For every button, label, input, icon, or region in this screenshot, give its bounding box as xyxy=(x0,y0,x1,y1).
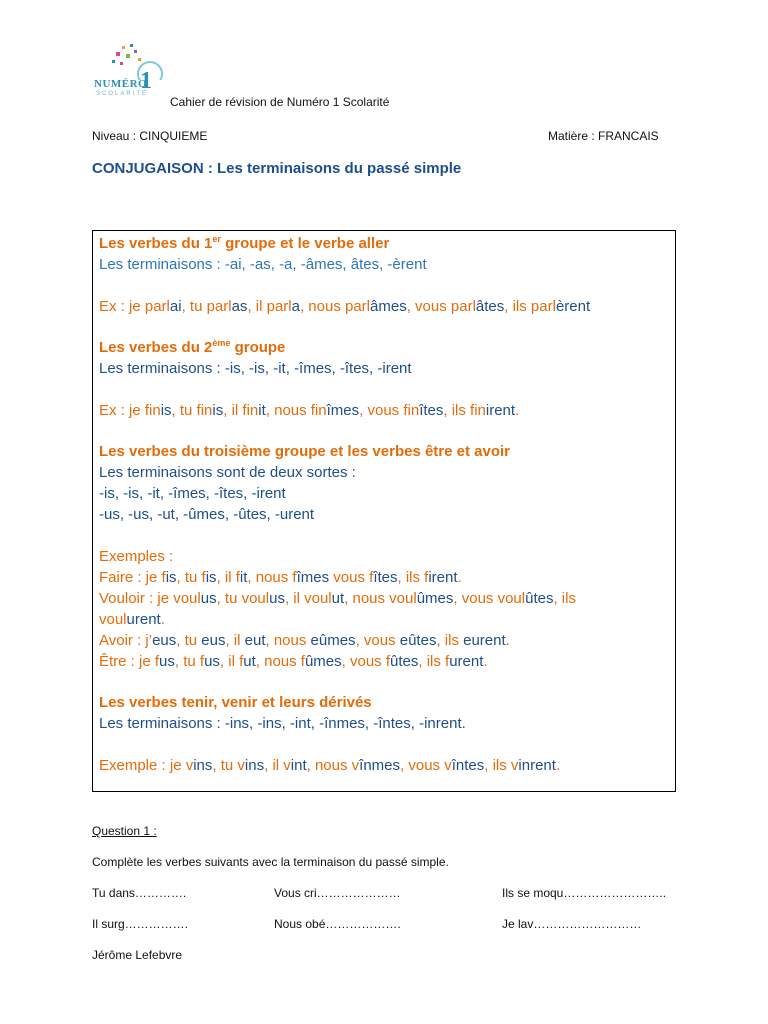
verb-ending: it xyxy=(239,568,248,586)
verb-ending: eus xyxy=(201,631,226,649)
verb-ending: ûmes xyxy=(416,589,454,607)
group3-endings-a: -is, -is, -it, -îmes, -îtes, -irent xyxy=(99,485,286,502)
verb-stem: . xyxy=(457,568,462,586)
verb-stem: Ex : je fin xyxy=(99,401,161,419)
group3-endings-b: -us, -us, -ut, -ûmes, -ûtes, -urent xyxy=(99,506,315,523)
question-instruction: Complète les verbes suivants avec la terminaison du passé simple. xyxy=(92,855,449,869)
verb-ending: ins xyxy=(193,756,213,774)
verb-stem: , nous v xyxy=(306,756,360,774)
group1-heading-sup: er xyxy=(212,234,221,244)
verb-ending: ai xyxy=(169,297,182,315)
verb-ending: is xyxy=(160,401,172,419)
verb-stem: , il f xyxy=(216,568,240,586)
verb-stem: , tu voul xyxy=(216,589,270,607)
verb-stem: , tu fin xyxy=(171,401,213,419)
verb-ending: ut xyxy=(331,589,345,607)
verb-stem: , nous f xyxy=(255,652,305,670)
verb-ending: eûmes xyxy=(310,631,356,649)
lesson-box xyxy=(92,230,676,792)
verb-ending: urent xyxy=(126,610,161,628)
verb-stem: , vous xyxy=(355,631,400,649)
verb-stem: , vous fin xyxy=(359,401,420,419)
verb-stem: . xyxy=(160,610,165,628)
group1-heading xyxy=(99,233,669,254)
verb-stem: Vouloir : je voul xyxy=(99,589,201,607)
verb-stem: , ils fin xyxy=(443,401,486,419)
example-vouloir xyxy=(99,588,669,609)
verb-ending: us xyxy=(159,652,175,670)
verb-ending: eut xyxy=(244,631,266,649)
verb-ending: îmes xyxy=(326,401,360,419)
verb-ending: inrent xyxy=(518,756,556,774)
logo-number: 1 xyxy=(140,68,152,94)
group2-heading xyxy=(99,337,669,358)
verb-ending: îtes xyxy=(373,568,398,586)
group3-heading: Les verbes du troisième groupe et les verbes être et avoir xyxy=(99,443,511,460)
verb-stem: . xyxy=(515,401,520,419)
verb-stem: voul xyxy=(99,610,127,628)
verb-stem: , ils f xyxy=(418,652,450,670)
verb-ending: irent xyxy=(428,568,458,586)
logo xyxy=(90,40,170,106)
group2-heading-pre: Les verbes du 2 xyxy=(99,339,213,356)
verb-stem: . xyxy=(555,756,561,774)
verb-ending: is xyxy=(165,568,177,586)
verb-ending: âmes xyxy=(370,297,407,315)
verb-stem: , vous voul xyxy=(453,589,526,607)
group2-example xyxy=(99,400,669,421)
verb-stem: , il fin xyxy=(223,401,259,419)
verb-stem: Exemple : je v xyxy=(99,756,194,774)
verb-ending: is xyxy=(212,401,224,419)
verb-stem: , nous f xyxy=(247,568,297,586)
verb-ending: eûtes xyxy=(399,631,437,649)
verb-stem: , il parl xyxy=(247,297,292,315)
subject-label: Matière : FRANCAIS xyxy=(548,129,659,143)
example-etre xyxy=(99,651,669,672)
group4-example xyxy=(99,755,669,776)
verb-stem: , il f xyxy=(219,652,244,670)
verb-stem: , ils f xyxy=(397,568,429,586)
level-label: Niveau : CINQUIEME xyxy=(92,129,208,143)
verb-stem: , ils v xyxy=(484,756,519,774)
group1-example xyxy=(99,296,669,317)
verb-ending: us xyxy=(204,652,220,670)
verb-stem: . xyxy=(483,652,488,670)
group2-heading-sup: ème xyxy=(212,338,231,348)
logo-subtext: SCOLARITÉ xyxy=(96,91,149,97)
verb-ending: ûmes xyxy=(304,652,342,670)
verb-stem: , nous voul xyxy=(344,589,417,607)
group2-endings: Les terminaisons : -is, -is, -it, -îmes, -îtes, -irent xyxy=(99,360,412,377)
group1-heading-post: groupe et le verbe aller xyxy=(220,235,390,252)
verb-ending: int xyxy=(290,756,307,774)
verb-ending: îtes xyxy=(419,401,444,419)
verb-stem: , vous v xyxy=(400,756,452,774)
verb-ending: a xyxy=(291,297,300,315)
verb-stem: , ils xyxy=(553,589,576,607)
verb-ending: îmes xyxy=(296,568,330,586)
verb-stem: , tu f xyxy=(174,652,205,670)
verb-ending: întes xyxy=(451,756,485,774)
group4-endings: Les terminaisons : -ins, -ins, -int, -înmes, -întes, -inrent. xyxy=(99,715,466,732)
verb-ending: ins xyxy=(244,756,265,774)
verb-stem: , ils parl xyxy=(504,297,556,315)
page-title: CONJUGAISON : Les terminaisons du passé simple xyxy=(92,160,462,177)
verb-ending: âtes xyxy=(475,297,505,315)
verb-stem: . xyxy=(505,631,510,649)
verb-stem: Ex : je parl xyxy=(99,297,170,315)
exercise-item[interactable]: Il surg……………. xyxy=(92,917,189,931)
verb-stem: Faire : je f xyxy=(99,568,166,586)
exercise-item[interactable]: Nous obé………………. xyxy=(274,917,401,931)
verb-stem: , tu parl xyxy=(181,297,232,315)
exercise-item[interactable]: Ils se moqu…………………….. xyxy=(502,886,667,900)
verb-ending: eus xyxy=(152,631,177,649)
example-vouloir-cont xyxy=(99,609,669,630)
verb-stem: , ils xyxy=(436,631,464,649)
group1-endings: Les terminaisons : -ai, -as, -a, -âmes, âtes, -èrent xyxy=(99,256,427,273)
verb-ending: èrent xyxy=(555,297,591,315)
exercise-item[interactable]: Vous cri………………… xyxy=(274,886,401,900)
group4-heading: Les verbes tenir, venir et leurs dérivés xyxy=(99,694,372,711)
verb-ending: înmes xyxy=(359,756,401,774)
verb-stem: , il voul xyxy=(284,589,332,607)
verb-ending: ûtes xyxy=(390,652,419,670)
verb-stem: , nous fin xyxy=(265,401,327,419)
verb-ending: irent xyxy=(485,401,516,419)
example-avoir xyxy=(99,630,669,651)
verb-stem: , tu v xyxy=(212,756,245,774)
exercise-item[interactable]: Tu dans…………. xyxy=(92,886,187,900)
verb-ending: us xyxy=(269,589,285,607)
verb-ending: ûtes xyxy=(525,589,554,607)
verb-stem: , tu f xyxy=(176,568,206,586)
verb-stem: , nous xyxy=(265,631,311,649)
verb-stem: vous f xyxy=(329,568,374,586)
verb-stem: , tu xyxy=(176,631,202,649)
verb-ending: eurent xyxy=(463,631,506,649)
question-label: Question 1 : xyxy=(92,824,157,838)
verb-stem: , vous f xyxy=(341,652,391,670)
author-name: Jérôme Lefebvre xyxy=(92,948,183,962)
verb-ending: as xyxy=(231,297,248,315)
exercise-item[interactable]: Je lav……………………… xyxy=(502,917,642,931)
verb-ending: it xyxy=(258,401,266,419)
verb-stem: Être : je f xyxy=(99,652,160,670)
verb-ending: ut xyxy=(243,652,256,670)
verb-stem: , vous parl xyxy=(406,297,476,315)
logo-sparkle-icon xyxy=(90,40,170,80)
verb-stem: , nous parl xyxy=(299,297,371,315)
group1-heading-pre: Les verbes du 1 xyxy=(99,235,213,252)
document-subtitle: Cahier de révision de Numéro 1 Scolarité xyxy=(170,95,390,109)
verb-stem: , il v xyxy=(264,756,291,774)
example-faire xyxy=(99,567,669,588)
verb-ending: is xyxy=(205,568,217,586)
logo-text: NUMÉRO xyxy=(94,78,148,90)
group2-heading-post: groupe xyxy=(230,339,286,356)
group3-examples-label: Exemples : xyxy=(99,547,174,565)
verb-stem: , il xyxy=(225,631,245,649)
verb-ending: urent xyxy=(449,652,484,670)
verb-stem: Avoir : j’ xyxy=(99,631,153,649)
group3-endings-intro: Les terminaisons sont de deux sortes : xyxy=(99,464,356,481)
verb-ending: us xyxy=(200,589,217,607)
